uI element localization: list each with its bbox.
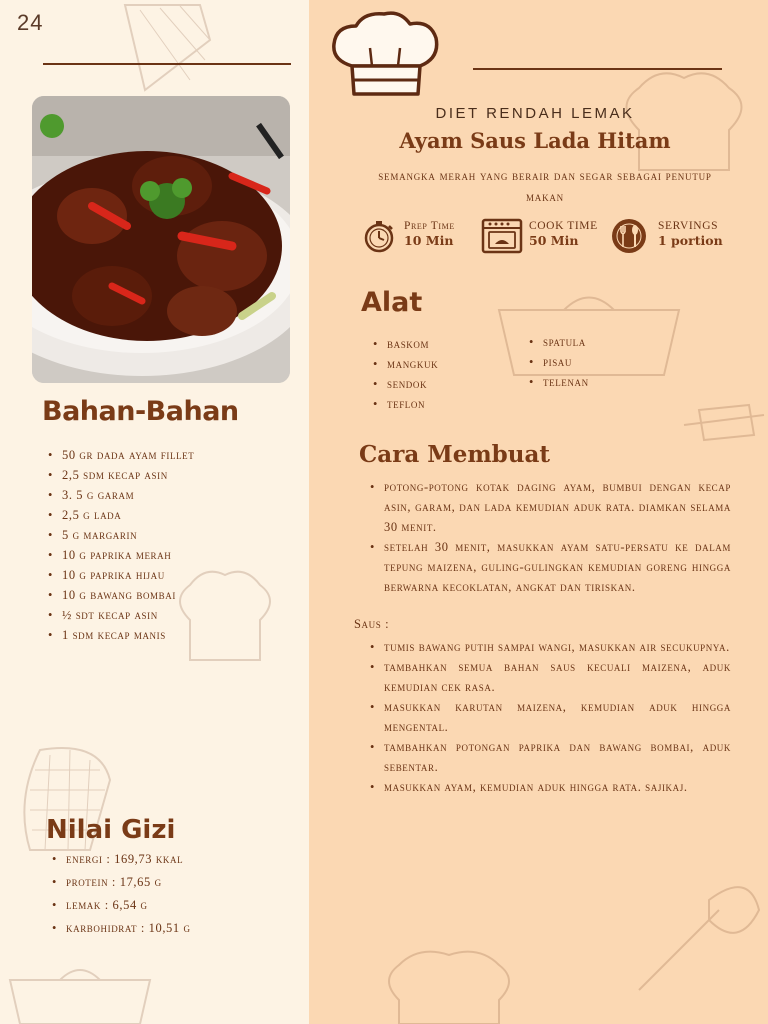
list-item: • sendok — [373, 376, 513, 396]
list-item: • masukkan karutan maizena, kemudian aduk hingga mengental. — [370, 697, 731, 737]
list-item: • 3. 5 g garam — [48, 486, 298, 506]
list-item: • tambahkan semua bahan saus kecuali maizena, aduk kemudian cek rasa. — [370, 657, 731, 697]
chef-hat-decoration-icon — [379, 940, 519, 1024]
recipe-subtitle: semangka merah yang berair dan segar sebagai penutup makan — [378, 169, 712, 204]
sauce-steps-list — [370, 637, 731, 797]
list-item: • pisau — [529, 354, 669, 374]
servings-info — [608, 218, 738, 254]
servings-label: SERVINGS — [658, 220, 719, 232]
list-item: • setelah 30 menit, masukkan ayam satu-persatu ke dalam tepung maizena, guling-gulingkan kemudian goreng hingga berwarna kecoklatan, angkat dan tiriskan. — [370, 537, 731, 597]
tools-list-2 — [529, 334, 669, 394]
steps-list — [370, 477, 731, 597]
list-item: • 50 gr dada ayam fillet — [48, 446, 298, 466]
list-item: • tumis bawang putih sampai wangi, masukkan air secukupnya. — [370, 637, 731, 657]
list-item: • energi : 169,73 kkal — [52, 850, 302, 873]
ingredients-list — [48, 446, 298, 646]
list-item: • 10 g bawang bombai — [48, 586, 298, 606]
nutrition-list — [52, 850, 302, 942]
list-item: • teflon — [373, 396, 513, 416]
rolling-pin-decoration-icon — [679, 395, 768, 455]
dish-photo — [32, 96, 290, 383]
tools-heading: Alat — [361, 287, 423, 318]
whisk-decoration-icon — [629, 870, 768, 1000]
cook-time-label: COOK TIME — [529, 220, 598, 232]
ingredients-heading: Bahan-Bahan — [42, 396, 239, 427]
list-item: • karbohidrat : 10,51 g — [52, 919, 302, 942]
list-item: • 2,5 sdm kecap asin — [48, 466, 298, 486]
dish-photo-illustration — [32, 96, 290, 383]
prep-time-label: Prep Time — [404, 220, 455, 232]
list-item: • 5 g margarin — [48, 526, 298, 546]
chef-hat-icon — [326, 8, 444, 102]
list-item: • telenan — [529, 374, 669, 394]
list-item: • 10 g paprika hijau — [48, 566, 298, 586]
list-item: • 10 g paprika merah — [48, 546, 298, 566]
page-number: 24 — [17, 10, 44, 35]
list-item: • ½ sdt kecap asin — [48, 606, 298, 626]
list-item: • 1 sdm kecap manis — [48, 626, 298, 646]
cook-time-info — [481, 218, 601, 254]
prep-time-value: 10 Min — [404, 233, 454, 248]
cook-time-value: 50 Min — [529, 233, 579, 248]
list-item: • baskom — [373, 336, 513, 356]
whisk-decoration-icon — [120, 0, 270, 95]
list-item: • spatula — [529, 334, 669, 354]
left-divider-line — [43, 63, 291, 65]
stopwatch-icon — [362, 218, 398, 254]
list-item: • lemak : 6,54 g — [52, 896, 302, 919]
list-item: • protein : 17,65 g — [52, 873, 302, 896]
list-item: • tambahkan potongan paprika dan bawang bombai, aduk sebentar. — [370, 737, 731, 777]
fork-spoon-plate-icon — [608, 217, 650, 255]
oven-icon — [481, 218, 523, 254]
nutrition-heading: Nilai Gizi — [46, 815, 176, 845]
recipe-title: Ayam Saus Lada Hitam — [399, 128, 671, 153]
list-item: • mangkuk — [373, 356, 513, 376]
prep-time-info — [362, 218, 477, 254]
right-divider-line — [473, 68, 722, 70]
steps-heading: Cara Membuat — [359, 441, 550, 468]
pot-decoration-icon — [0, 960, 160, 1024]
list-item: • 2,5 g lada — [48, 506, 298, 526]
servings-value: 1 portion — [658, 233, 723, 248]
sauce-label: Saus : — [354, 617, 390, 631]
recipe-category: DIET RENDAH LEMAK — [435, 105, 635, 122]
tools-list-1 — [373, 336, 513, 416]
list-item: • potong-potong kotak daging ayam, bumbui dengan kecap asin, garam, dan lada kemudian aduk rata. diamkan selama 30 menit. — [370, 477, 731, 537]
list-item: • masukkan ayam, kemudian aduk hingga rata. sajikaj. — [370, 777, 731, 797]
left-panel — [0, 0, 309, 1024]
